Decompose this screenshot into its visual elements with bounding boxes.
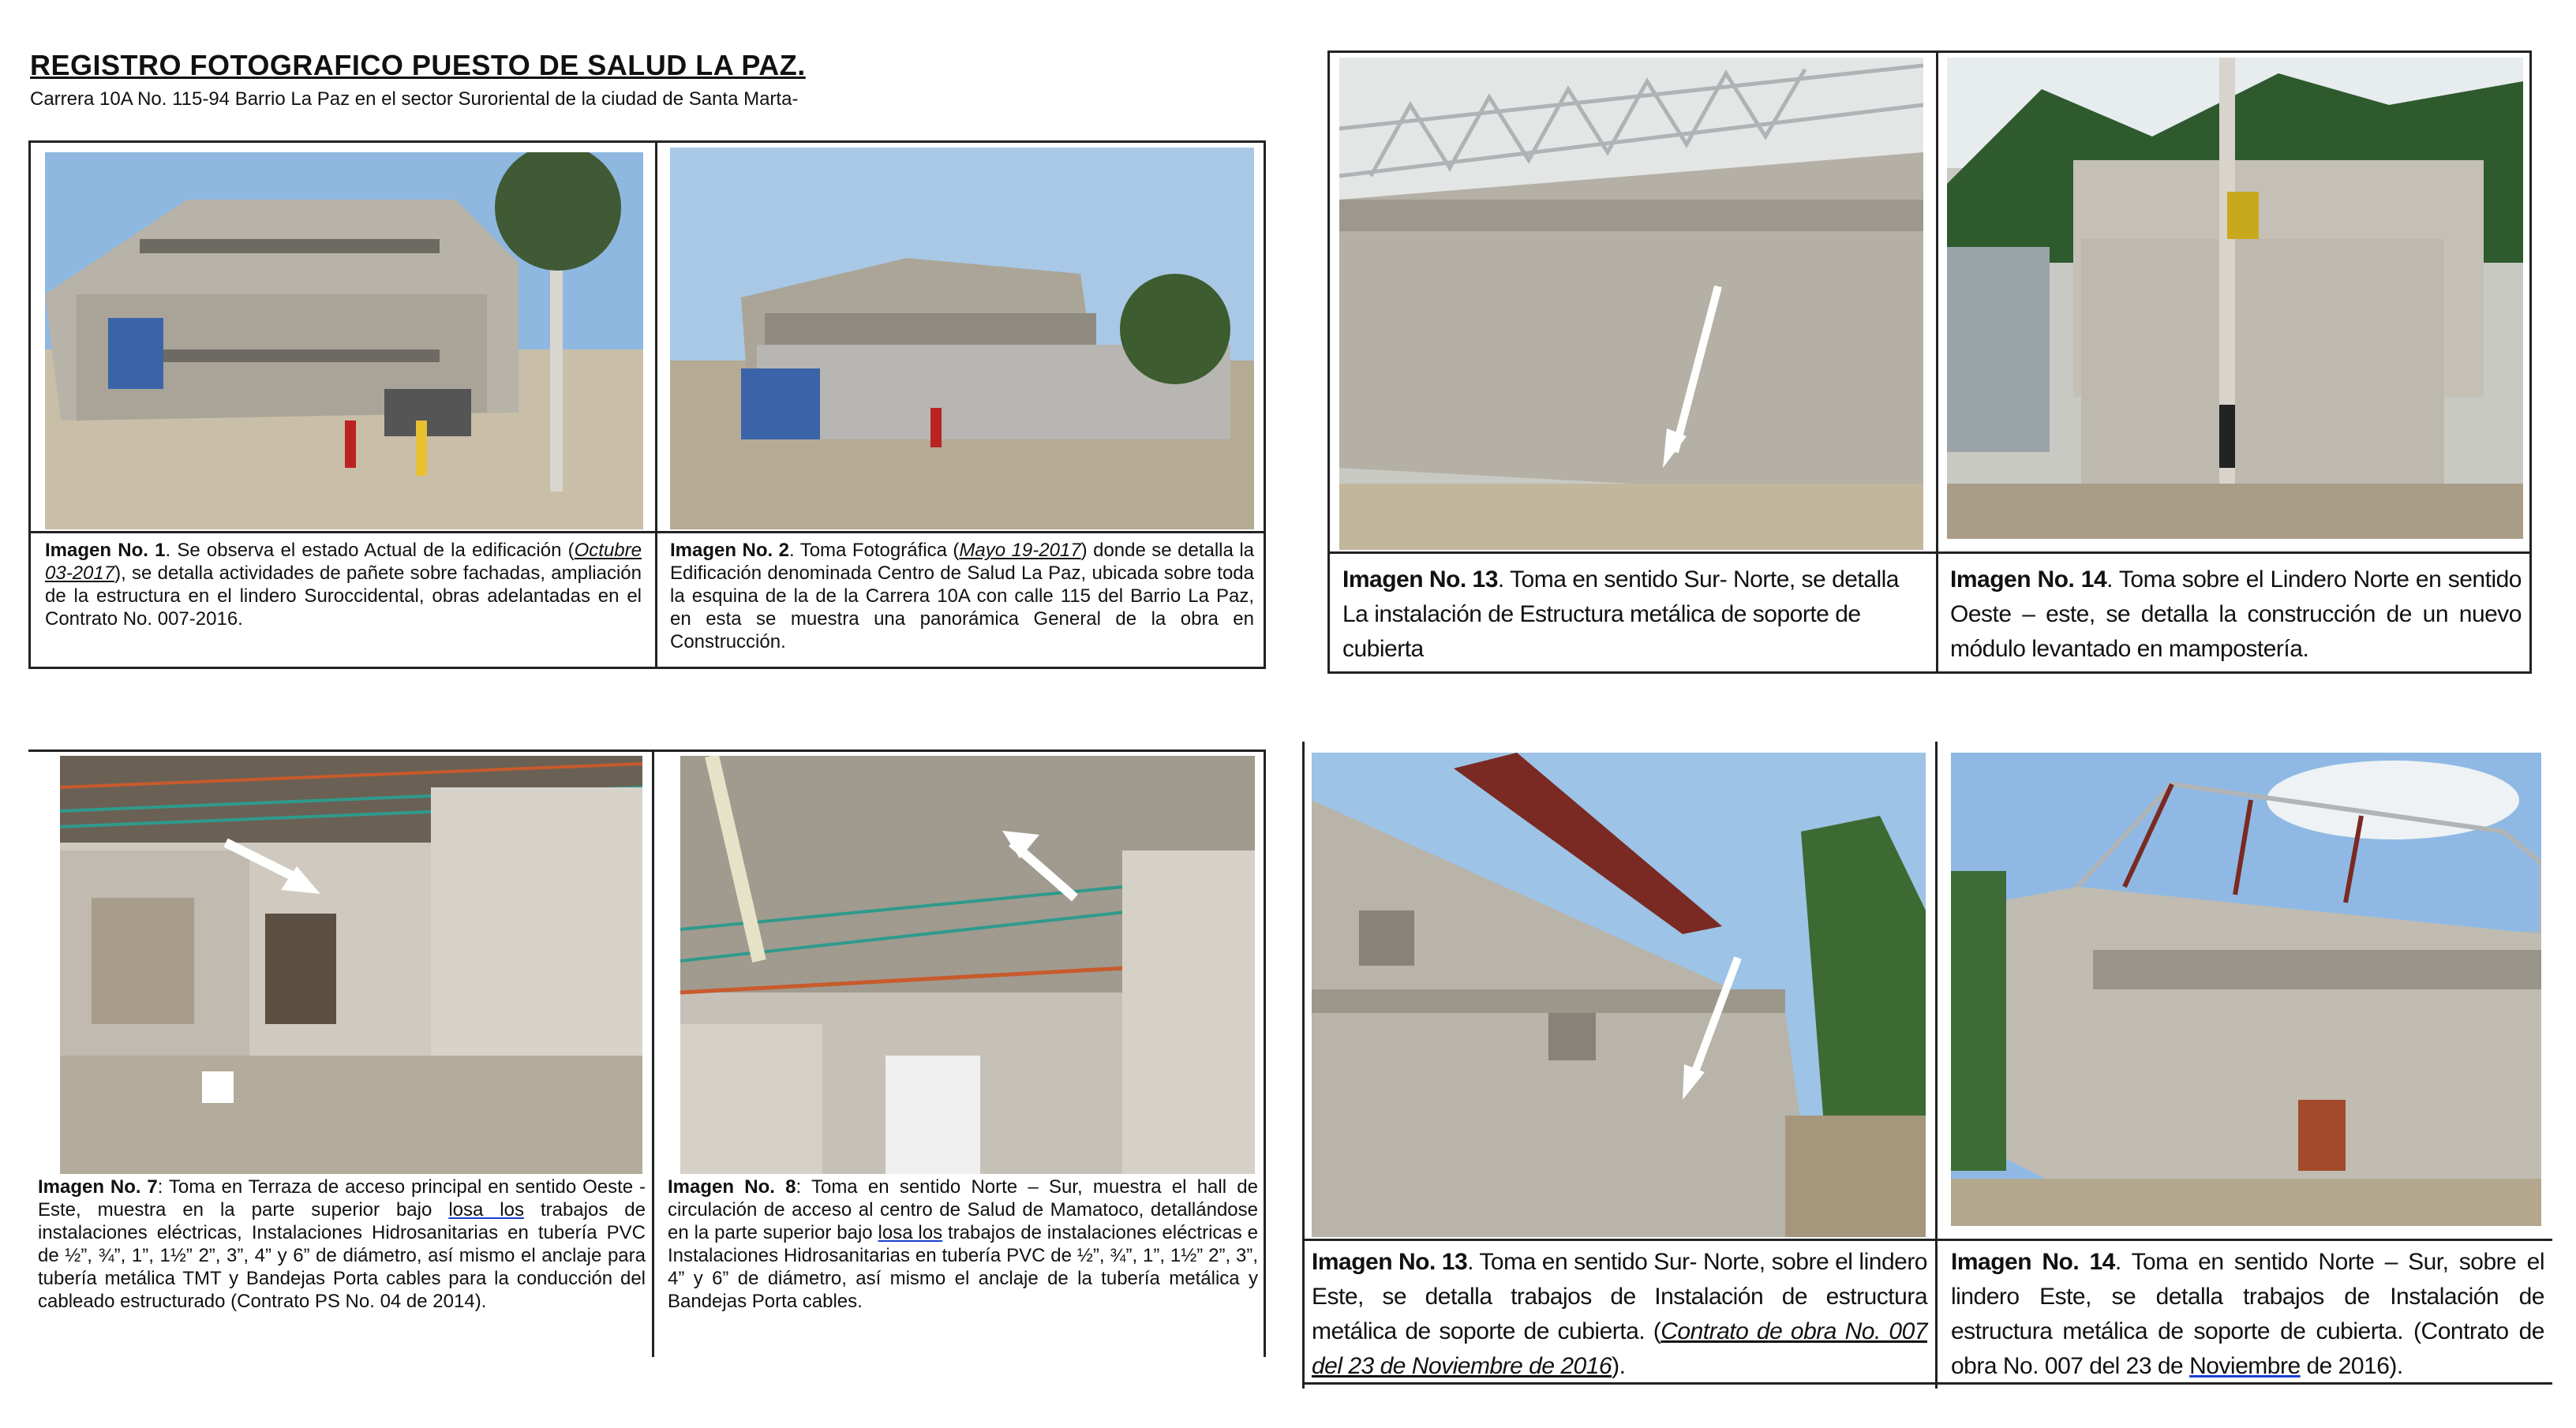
photo-imagen-8 bbox=[680, 756, 1255, 1174]
caption-label: Imagen No. 2 bbox=[670, 540, 789, 561]
photo-imagen-1 bbox=[45, 152, 643, 529]
caption-link-text: losa los bbox=[448, 1199, 524, 1221]
caption-text: . Toma sobre el Lindero Norte en sentido Oeste – este, se detalla la construcción de un nuevo módulo levantado en mampostería. bbox=[1950, 566, 2522, 662]
photo-imagen-14-bottom bbox=[1951, 753, 2541, 1226]
caption-imagen-8 bbox=[668, 1176, 1258, 1313]
photo-imagen-13-bottom bbox=[1312, 753, 1926, 1237]
caption-imagen-1 bbox=[45, 539, 642, 630]
caption-imagen-13-bottom bbox=[1312, 1245, 1927, 1384]
photo-imagen-13-top bbox=[1339, 58, 1923, 550]
caption-text: . Se observa el estado Actual de la edificación ( bbox=[165, 540, 575, 561]
photo-panel-top-left bbox=[28, 140, 1266, 669]
caption-label: Imagen No. 7 bbox=[38, 1176, 158, 1198]
caption-imagen-7 bbox=[38, 1176, 646, 1313]
photo-panel-top-right bbox=[1327, 50, 2532, 674]
caption-imagen-14-top bbox=[1950, 563, 2522, 667]
page-title: REGISTRO FOTOGRAFICO PUESTO DE SALUD LA PAZ. bbox=[30, 49, 806, 81]
photo-imagen-2 bbox=[670, 148, 1254, 529]
caption-imagen-14-bottom bbox=[1951, 1245, 2544, 1384]
caption-text: trabajos de instalaciones eléctricas e Instalaciones Hidrosanitarias en tubería PVC de ½”, ¾”, 1”, 1½” 2”, 3”, 4” y 6” de diámetro, así mismo el anclaje de la tubería metálica y Bandejas Porta cables. bbox=[668, 1222, 1258, 1312]
caption-label: Imagen No. 13 bbox=[1342, 566, 1498, 593]
caption-contract: Contrato de obra No. 007 del 23 de Noviembre de 2016 bbox=[1312, 1318, 1927, 1379]
caption-text: de 2016). bbox=[2300, 1353, 2403, 1379]
caption-text: trabajos de instalaciones eléctricas, Instalaciones Hidrosanitarias en tubería PVC de ½”, ¾”, 1”, 1½” 2”, 3”, 4” y 6” de diámetro, así mismo el anclaje para tubería metálica TMT y Bandejas Porta cables para la conducción del cableado estructurado (Contrato PS No. 04 de 2014). bbox=[38, 1199, 646, 1312]
photo-imagen-14-top bbox=[1947, 58, 2523, 539]
caption-text: . Toma en sentido Norte – Sur, sobre el lindero Este, se detalla trabajos de Instalación de estructura metálica de soporte de cubierta. (Contrato de obra No. 007 del 23 de bbox=[1951, 1249, 2544, 1379]
page-subtitle: Carrera 10A No. 115-94 Barrio La Paz en el sector Suroriental de la ciudad de Santa Marta- bbox=[30, 88, 799, 110]
caption-label: Imagen No. 8 bbox=[668, 1176, 796, 1198]
photo-panel-bottom-left bbox=[28, 750, 1266, 1357]
caption-label: Imagen No. 13 bbox=[1312, 1249, 1468, 1275]
caption-label: Imagen No. 14 bbox=[1950, 566, 2107, 593]
caption-label: Imagen No. 14 bbox=[1951, 1249, 2115, 1275]
caption-label: Imagen No. 1 bbox=[45, 540, 166, 561]
caption-text: : Toma en sentido Norte – Sur, muestra el hall de circulación de acceso al centro de Salud de Mamatoco, detallándose en la parte superior bajo bbox=[668, 1176, 1258, 1243]
caption-date: Octubre 03-2017 bbox=[45, 540, 642, 584]
caption-month: Noviembre bbox=[2189, 1353, 2301, 1379]
caption-date: Mayo 19-2017 bbox=[959, 540, 1081, 561]
caption-text: . Toma en sentido Sur- Norte, sobre el lindero Este, se detalla trabajos de Instalación de estructura metálica de soporte de cubierta. ( bbox=[1312, 1249, 1927, 1344]
caption-text: . Toma en sentido Sur- Norte, se detalla La instalación de Estructura metálica de soporte de cubierta bbox=[1342, 566, 1899, 662]
caption-text: ), se detalla actividades de pañete sobre fachadas, ampliación de la estructura en el lindero Suroccidental, obras adelantadas en el Contrato No. 007-2016. bbox=[45, 563, 642, 630]
photo-imagen-7 bbox=[60, 756, 642, 1174]
caption-text: . Toma Fotográfica ( bbox=[788, 540, 960, 561]
caption-text: ). bbox=[1612, 1353, 1626, 1379]
photo-panel-bottom-right bbox=[1302, 742, 2552, 1389]
caption-text: ) donde se detalla la Edificación denominada Centro de Salud La Paz, ubicada sobre toda la esquina de la de la Carrera 10A con calle 115 del Barrio La Paz, en esta se muestra una panorámica General de la obra en Construcción. bbox=[670, 540, 1254, 652]
caption-text: : Toma en Terraza de acceso principal en sentido Oeste - Este, muestra en la parte superior bajo bbox=[38, 1176, 646, 1221]
caption-imagen-13-top bbox=[1342, 563, 1923, 667]
caption-imagen-2 bbox=[670, 539, 1254, 653]
caption-link-text: losa los bbox=[878, 1222, 943, 1243]
